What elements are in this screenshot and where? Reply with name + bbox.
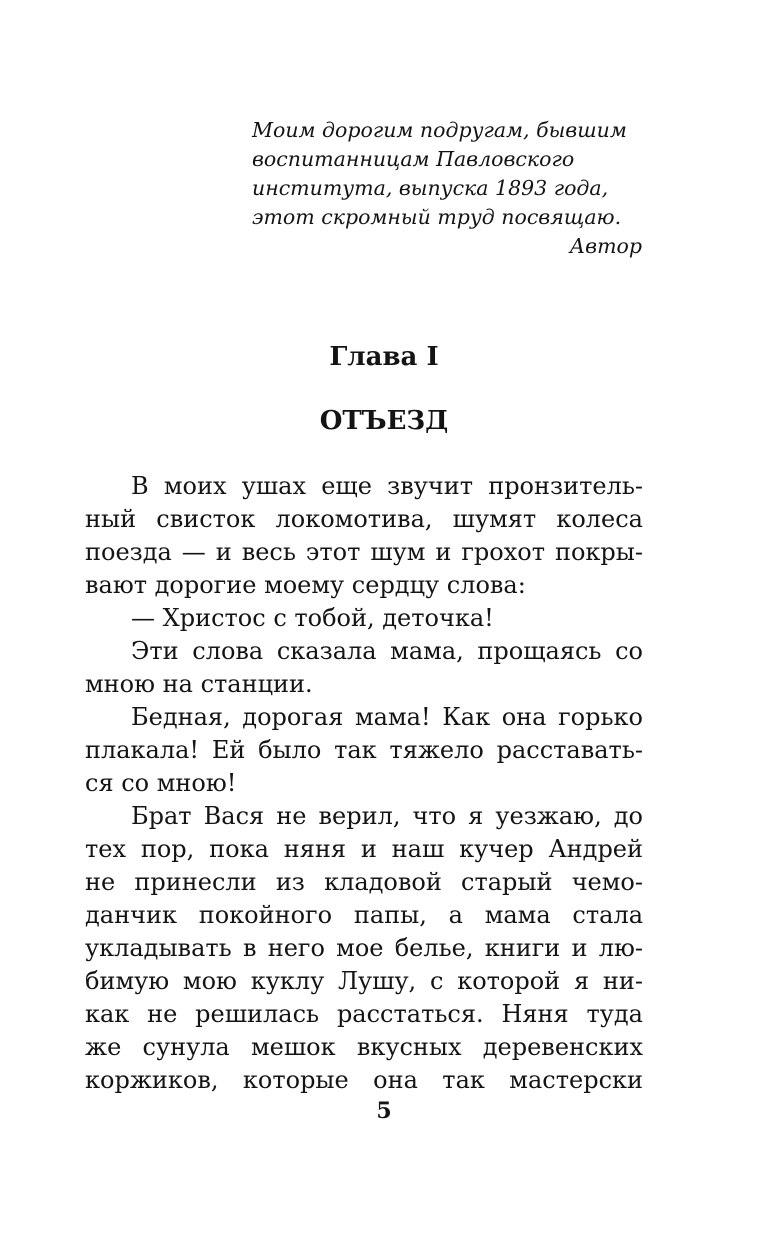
text-line: ный свисток локомотива, шумят колеса: [85, 505, 643, 533]
dedication-line: института, выпуска 1893 года,: [252, 176, 609, 200]
text-line: укладывать в него мое белье, книги и лю-: [85, 934, 643, 962]
text-line: вают дорогие моему сердцу слова:: [85, 571, 526, 599]
dedication-line: этот скромный труд посвящаю.: [252, 205, 622, 229]
text-line: — Христос с тобой, деточка!: [131, 604, 494, 632]
dedication-line: Моим дорогим подругам, бывшим: [252, 118, 627, 142]
chapter-title: ОТЪЕЗД: [319, 406, 449, 436]
text-line: Бедная, дорогая мама! Как она горько: [131, 703, 643, 731]
text-line: коржиков, которые она так мастерски: [85, 1066, 643, 1094]
paragraph: [85, 470, 643, 602]
paragraph: [85, 602, 643, 635]
page-number: 5: [376, 1098, 392, 1124]
paragraph: [85, 635, 643, 701]
dedication-line: воспитанницам Павловского: [252, 147, 575, 171]
text-line: бимую мою куклу Лушу, с которой я ни-: [85, 967, 643, 995]
paragraph: [85, 800, 643, 1097]
text-line: В моих ушах еще звучит пронзитель-: [131, 472, 643, 500]
text-line: тех пор, пока няня и наш кучер Андрей: [85, 835, 643, 863]
text-line: же сунула мешок вкусных деревенских: [85, 1033, 643, 1061]
chapter-number: Глава I: [329, 342, 439, 372]
text-line: мною на станции.: [85, 670, 313, 698]
text-line: данчик покойного папы, а мама стала: [85, 901, 643, 929]
text-line: Эти слова сказала мама, прощаясь со: [131, 637, 643, 665]
body-text: [85, 470, 643, 1097]
dedication: [252, 116, 642, 261]
text-line: ся со мною!: [85, 769, 237, 797]
text-line: поезда — и весь этот шум и грохот покры-: [85, 538, 643, 566]
text-line: плакала! Ей было так тяжело расставать-: [85, 736, 643, 764]
text-line: как не решилась расстаться. Няня туда: [85, 1000, 643, 1028]
dedication-author: Автор: [569, 234, 642, 258]
text-line: Брат Вася не верил, что я уезжаю, до: [131, 802, 643, 830]
paragraph: [85, 701, 643, 800]
text-line: не принесли из кладовой старый чемо-: [85, 868, 643, 896]
